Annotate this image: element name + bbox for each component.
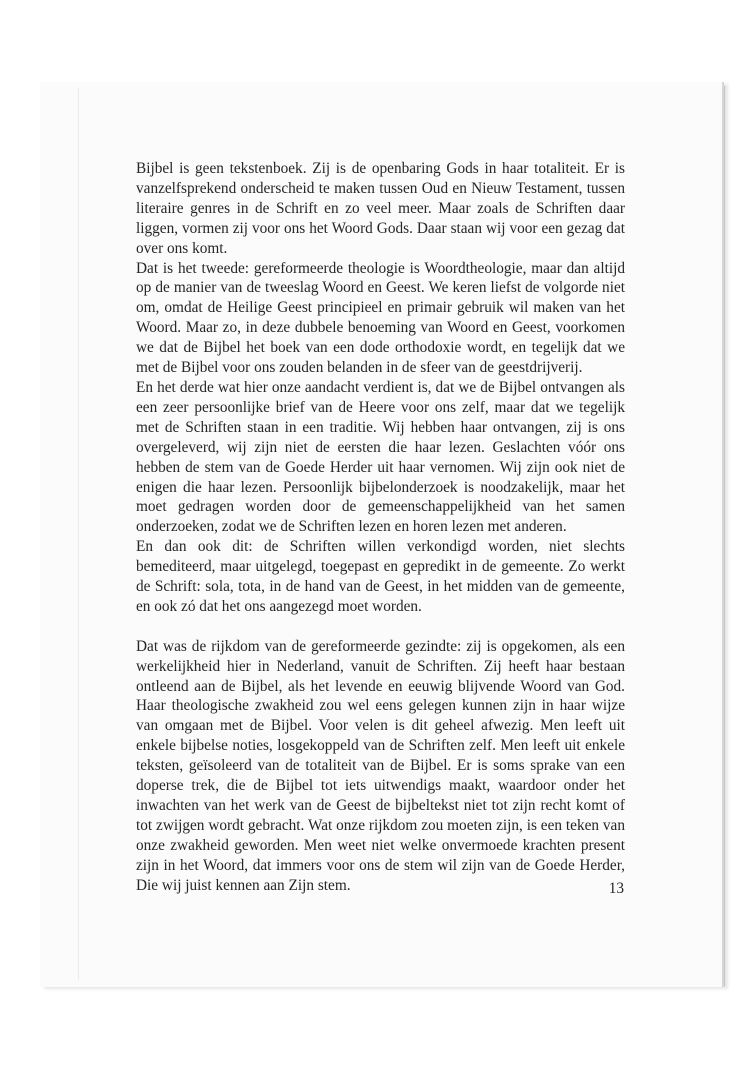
binding-line <box>78 88 79 980</box>
body-text <box>136 159 625 896</box>
paragraph: Dat was de rijkdom van de gereformeerde gezindte: zij is opgekomen, als een werkelijkheid hier in Nederland, vanuit de Schriften. Zij heeft haar bestaan ontleend aan de Bijbel, als het levende en eeuwig blijvende Woord van God. Haar theologische zwakheid zou wel eens gelegen kunnen zijn in haar wijze van omgaan met de Bijbel. Voor velen is dit geheel afwezig. Men leeft uit enkele bijbelse noties, losgekoppeld van de Schriften zelf. Men leeft uit enkele teksten, geïsoleerd van de totaliteit van de Bijbel. Er is soms sprake van een doperse trek, die de Bijbel tot iets uitwendigs maakt, waardoor onder het inwachten van het werk van de Geest de bijbeltekst niet tot zijn recht komt of tot zwijgen wordt gebracht. Wat onze rijkdom zou moeten zijn, is een teken van onze zwakheid geworden. Men weet niet welke onvermoede krachten present zijn in het Woord, dat immers voor ons de stem wil zijn van de Goede Herder, Die wij juist kennen aan Zijn stem. <box>136 637 625 894</box>
paragraph: En dan ook dit: de Schriften willen verkondigd worden, niet slechts bemediteerd, maar uitgelegd, toegepast en gepredikt in de gemeente. Zo werkt de Schrift: sola, tota, in de hand van de Geest, in het midden van de gemeente, en ook zó dat het ons aangezegd moet worden. <box>136 538 625 615</box>
paragraph: Dat is het tweede: gereformeerde theologie is Woordtheologie, maar dan altijd op de manier van de tweeslag Woord en Geest. We keren liefst de volgorde niet om, omdat de Heilige Geest principieel en primair gebruik wil maken van het Woord. Maar zo, in deze dubbele benoeming van Woord en Geest, voorkomen we dat de Bijbel het boek van een dode orthodoxie wordt, en tegelijk dat we met de Bijbel voor ons zouden belanden in de sfeer van de geestdrijverij. <box>136 259 625 377</box>
paragraph: En het derde wat hier onze aandacht verdient is, dat we de Bijbel ontvangen als een zeer persoonlijke brief van de Heere voor ons zelf, maar dat we tegelijk met de Schriften staan in een traditie. Wij hebben haar ontvangen, zij is ons overgeleverd, wij zijn niet de eersten die haar lezen. Geslachten vóór ons hebben de stem van de Goede Herder uit haar vernomen. Wij zijn ook niet de enigen die haar lezen. Persoonlijk bijbelonderzoek is noodzakelijk, maar het moet gedragen worden door de gemeenschappelijkheid van het samen onderzoeken, zodat we de Schriften lezen en horen lezen met anderen. <box>136 378 625 536</box>
page-number: 13 <box>608 880 624 897</box>
paragraph: Bijbel is geen tekstenboek. Zij is de openbaring Gods in haar totaliteit. Er is vanzelfsprekend onderscheid te maken tussen Oud en Nieuw Testament, tussen literaire genres in de Schrift en zo veel meer. Maar zoals de Schriften daar liggen, vormen zij voor ons het Woord Gods. Daar staan wij voor een gezag dat over ons komt. <box>136 160 625 257</box>
